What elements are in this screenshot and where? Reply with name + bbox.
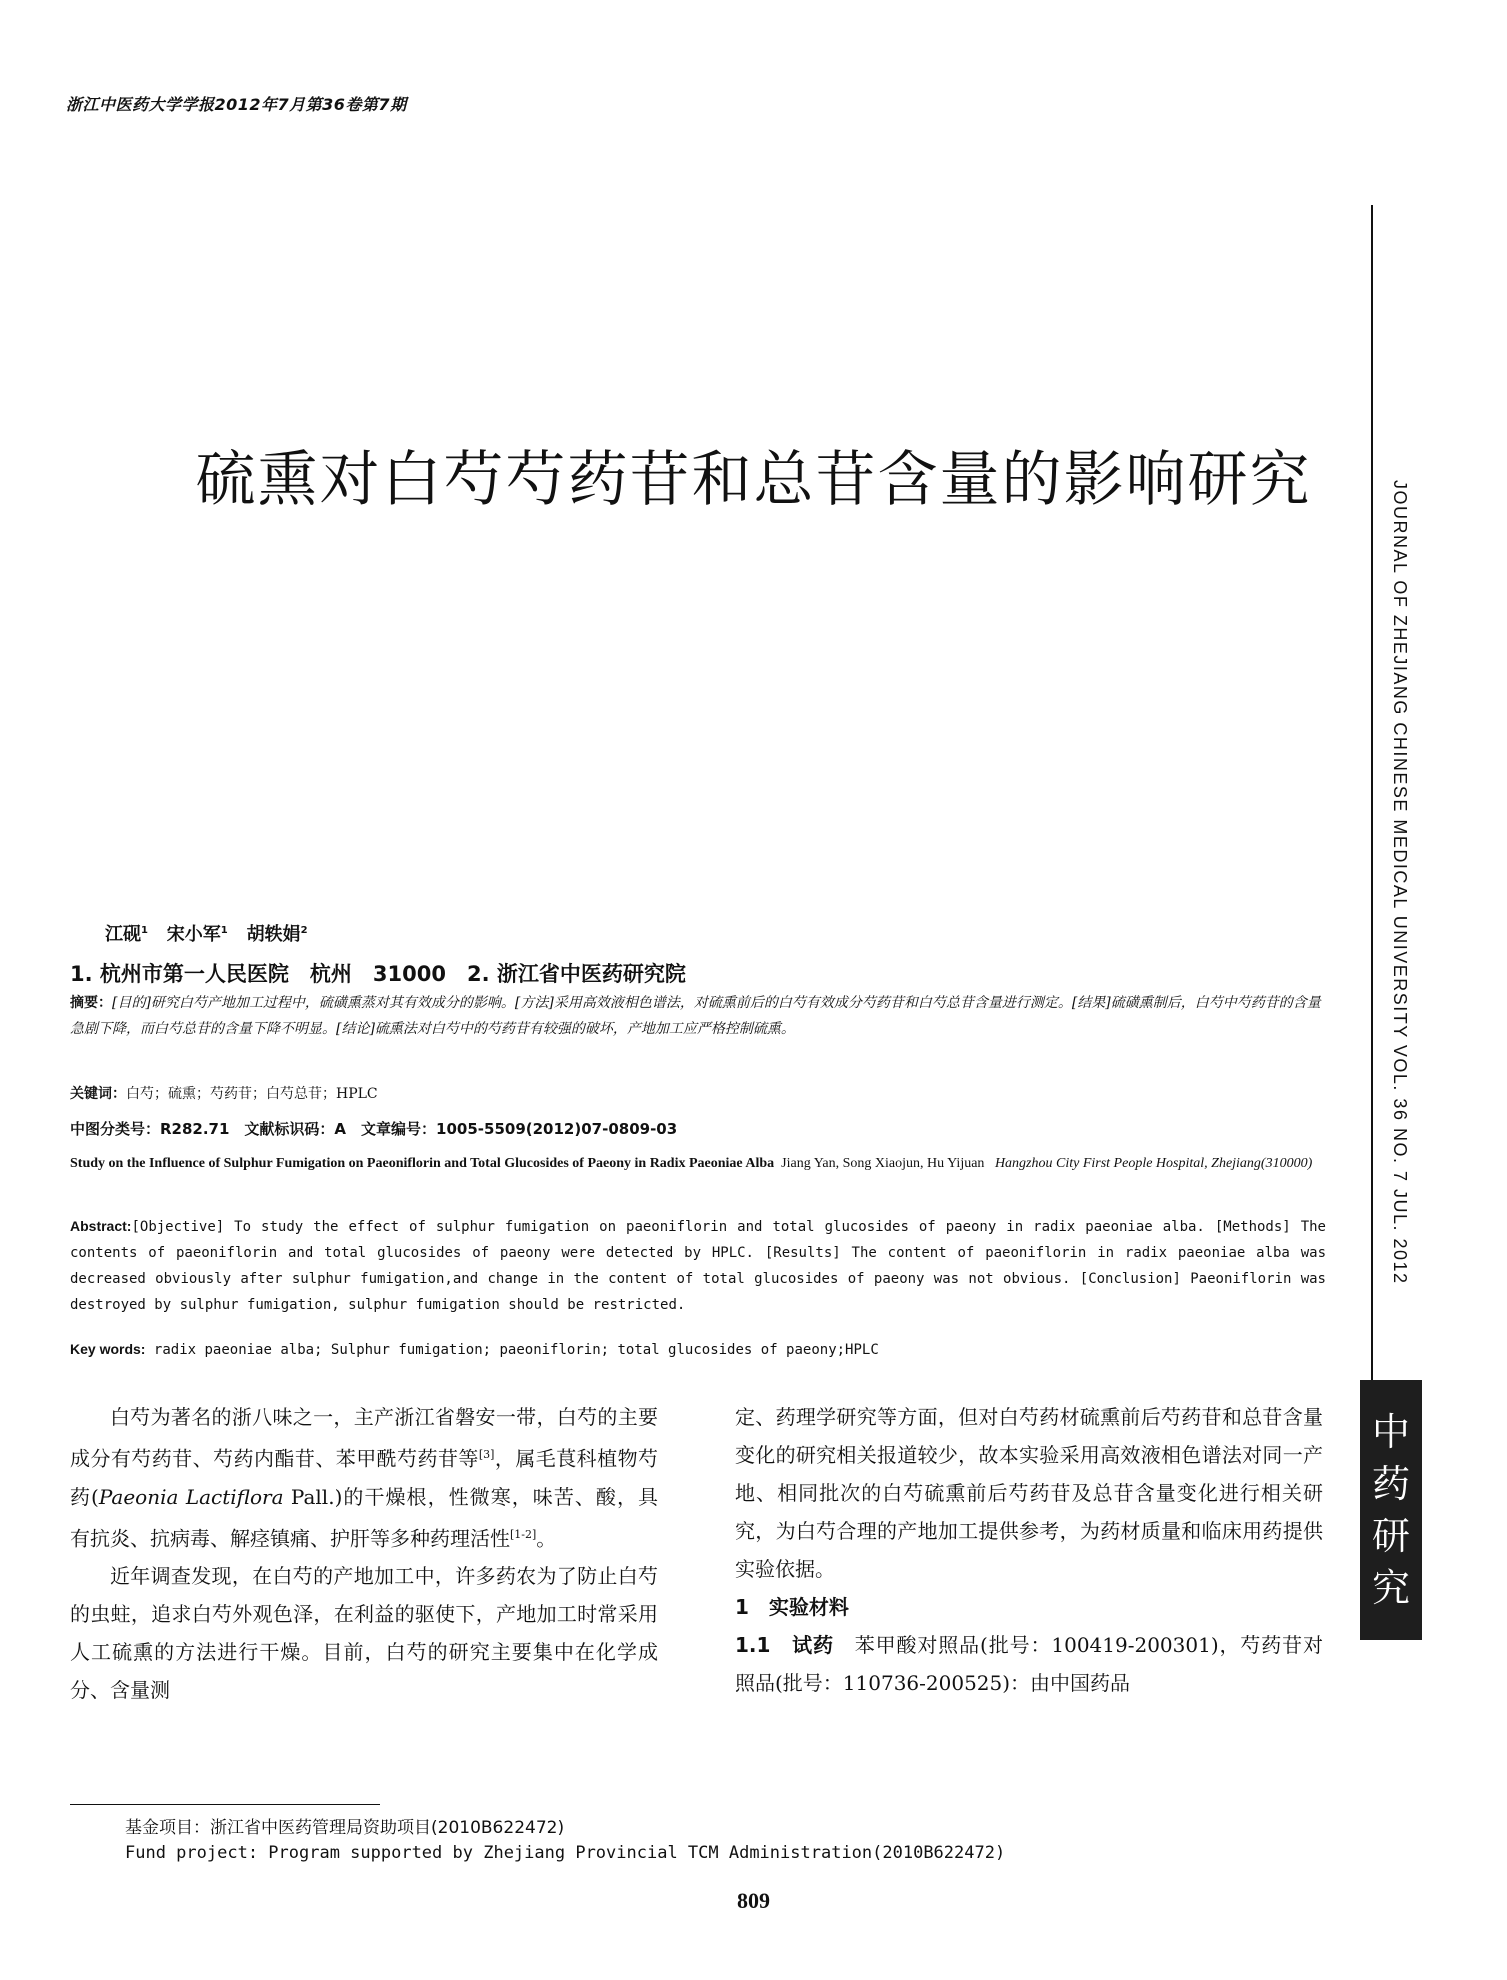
body-column-right (735, 1398, 1323, 1702)
paragraph: 定、药理学研究等方面，但对白芍药材硫熏前后芍药苷和总苷含量变化的研究相关报道较少，故本实验采用高效液相色谱法对同一产地、相同批次的白芍硫熏前后芍药苷及总苷含量变化进行相关研究，为白芍合理的产地加工提供参考，为药材质量和临床用药提供实验依据。 (735, 1405, 1323, 1581)
subsection-heading: 1.1 试药 (735, 1633, 834, 1657)
section-tab-char: 中 (1371, 1410, 1410, 1454)
sidebar-rule (1371, 205, 1373, 1382)
section-tab-char: 药 (1371, 1462, 1410, 1506)
keywords-english (70, 1341, 879, 1358)
citation: [1-2] (510, 1527, 537, 1541)
text-run: 。 (536, 1526, 557, 1551)
affiliations: 1. 杭州市第一人民医院 杭州 31000 2. 浙江省中医药研究院 (70, 962, 686, 986)
keywords-text: 白芍；硫熏；芍药苷；白芍总苷；HPLC (126, 1086, 378, 1102)
latin-name: Paeonia Lactiflora (98, 1484, 284, 1509)
abstract-chinese (70, 990, 1326, 1042)
paragraph: 近年调查发现，在白芍的产地加工中，许多药农为了防止白芍的虫蛀，追求白芍外观色泽，在利益的驱使下，产地加工时常采用人工硫熏的方法进行干燥。目前，白芍的研究主要集中在化学成分、含量测 (70, 1564, 658, 1703)
footnote-english: Fund project: Program supported by Zhejiang Provincial TCM Administration(2010B622472) (125, 1843, 1006, 1863)
abstract-en-text: [Objective] To study the effect of sulphur fumigation on paeoniflorin and total glucosides of paeony in radix paeoniae alba. [Methods] The contents of paeoniflorin and total glucosides of paeony were detected by HPLC. [Results] The content of paeoniflorin in radix paeoniae alba was decreased obviously after sulphur fumigation,and change in the content of total glucosides of paeony was not obvious. [Conclusion] Paeoniflorin was destroyed by sulphur fumigation, sulphur fumigation should be restricted. (70, 1219, 1326, 1313)
text-run: 白芍为著名的浙八味之一，主产浙江省磐安一带，白芍的主要成分有芍药苷、芍药内酯苷、苯甲酰芍药苷等 (70, 1405, 658, 1471)
english-affiliation: Hangzhou City First People Hospital, Zhejiang(310000) (994, 1156, 1313, 1171)
section-tab (1360, 1380, 1422, 1640)
paragraph (70, 1398, 658, 1557)
paragraph (735, 1626, 1323, 1702)
keywords-label: 关键词： (70, 1086, 126, 1102)
paper-title: 硫熏对白芍芍药苷和总苷含量的影响研究 (195, 445, 1312, 515)
footnote-rule (70, 1804, 380, 1805)
section-tab-char: 研 (1371, 1514, 1410, 1558)
citation: [3] (478, 1448, 495, 1461)
page-number: 809 (737, 1888, 770, 1913)
english-authors: Jiang Yan, Song Xiaojun, Hu Yijuan (781, 1156, 985, 1171)
english-title-block (70, 1150, 1326, 1177)
body-column-left (70, 1398, 658, 1709)
author-name: 宋小军 (166, 924, 221, 945)
classification-numbers: 中图分类号：R282.71 文献标识码：A 文章编号：1005-5509(2012)07-0809-03 (70, 1120, 678, 1138)
text-run: Pall.)的干燥根，性微寒，味苦、酸，具有抗炎、抗病毒、解痉镇痛、护肝等多种药理活性 (70, 1484, 659, 1551)
sidebar-journal-name: JOURNAL OF ZHEJIANG CHINESE MEDICAL UNIVERSITY VOL. 36 NO. 7 JUL. 2012 (1390, 480, 1410, 1285)
footnote-chinese: 基金项目：浙江省中医药管理局资助项目(2010B622472) (125, 1818, 565, 1838)
affil-marker: 1 (141, 925, 148, 936)
abstract-english (70, 1213, 1326, 1318)
keywords-en-label: Key words: (70, 1341, 146, 1357)
keywords-en-text: radix paeoniae alba; Sulphur fumigation; paeoniflorin; total glucosides of paeony;HPLC (153, 1342, 879, 1358)
section-tab-char: 究 (1371, 1566, 1410, 1610)
affil-marker: 2 (300, 925, 308, 936)
abstract-en-label: Abstract: (70, 1218, 132, 1234)
keywords-chinese (70, 1083, 378, 1103)
author-name: 江砚 (105, 924, 141, 945)
text-run: ，属毛茛科植物芍药( (70, 1446, 659, 1509)
abstract-label: 摘要： (70, 995, 112, 1011)
journal-header: 浙江中医药大学学报2012年7月第36卷第7期 (66, 95, 407, 114)
affil-marker: 1 (220, 925, 228, 936)
section-heading: 1 实验材料 (735, 1595, 849, 1619)
abstract-text: [目的]研究白芍产地加工过程中，硫磺熏蒸对其有效成分的影响。[方法]采用高效液相色谱法，对硫熏前后的白芍有效成分芍药苷和白芍总苷含量进行测定。[结果]硫磺熏制后，白芍中芍药苷的含量急剧下降，而白芍总苷的含量下降不明显。[结论]硫熏法对白芍中的芍药苷有较强的破坏，产地加工应严格控制硫熏。 (70, 995, 1321, 1037)
english-title: Study on the Influence of Sulphur Fumigation on Paeoniflorin and Total Glucosides of Paeony in Radix Paeoniae Alba (70, 1156, 775, 1171)
text-run: 苯甲酸对照品(批号：100419-200301)，芍药苷对照品(批号：110736-200525)：由中国药品 (735, 1633, 1323, 1695)
author-list (105, 920, 308, 946)
author-name: 胡轶娟 (246, 924, 301, 945)
